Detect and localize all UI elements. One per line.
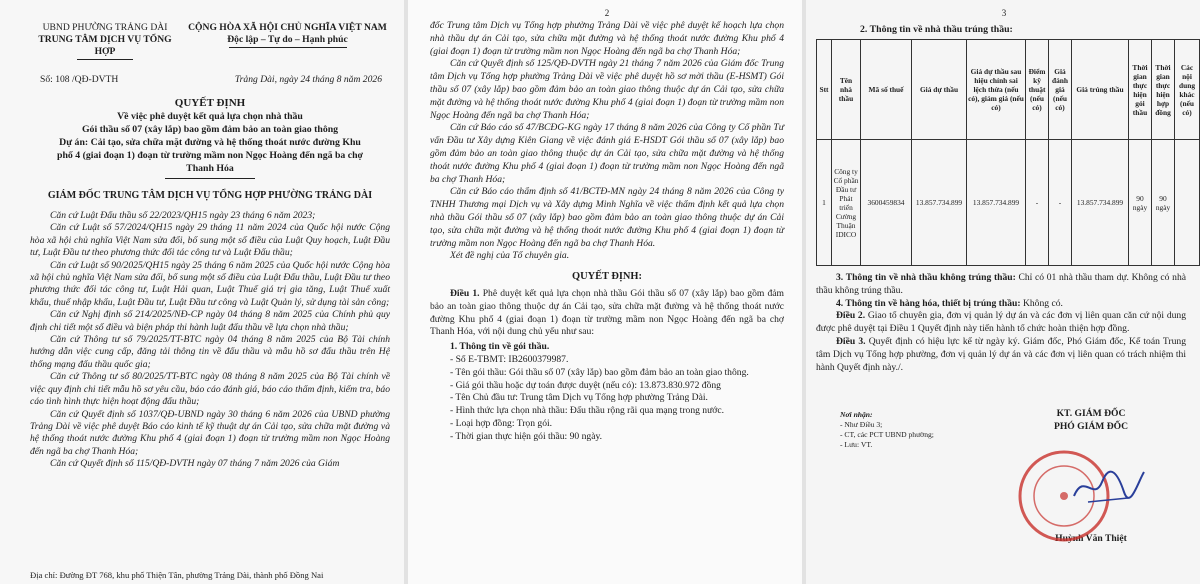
recipients-block <box>840 410 934 450</box>
article-2 <box>816 310 1186 336</box>
legal-basis-continued: đốc Trung tâm Dịch vụ Tổng hợp phường Trảng Dài về việc phê duyệt kế hoạch lựa chọn nhà thầu dự án Cải tạo, sửa chữa mặt đường và hệ thống thoát nước đường Khu phố 4 (giai đoạn 1) đoạn từ trường mầm non Ngọc Hoàng đến ngã ba chợ Thanh Hóa; <box>430 20 784 57</box>
column-header: Thời gian thực hiện gói thầu <box>1129 40 1152 140</box>
bid-info-item: - Số E-TBMT: IB2600379987. <box>450 353 569 365</box>
nation-name: CỘNG HÒA XÃ HỘI CHỦ NGHĨA VIỆT NAM <box>188 22 387 33</box>
winning-bidder-table <box>816 39 1200 266</box>
section-3-text: Chỉ có 01 nhà thầu tham dự. Không có nhà thầu không trúng thầu. <box>816 272 1186 296</box>
proposal: Xét đề nghị của Tổ chuyên gia. <box>450 250 570 262</box>
section-1-heading: 1. Thông tin về gói thầu. <box>450 341 550 353</box>
doc-number: Số: 108 /QĐ-DVTH <box>40 74 119 85</box>
table-cell: 13.857.734.899 <box>912 140 967 266</box>
legal-basis: Căn cứ Báo cáo thẩm định số 41/BCTĐ-MN ngày 24 tháng 8 năm 2026 của Công ty TNHH Thương mại Dịch vụ và Xây dựng Minh Nghĩa về việc thẩm định kết quả lựa chọn nhà thầu Gói thầu số 07 (xây lắp) bao gồm đảm bảo an toàn giao thông thuộc dự án Cải tạo, sửa chữa mặt đường và hệ thống thoát nước đường Khu phố 4 (giai đoạn 1) đoạn từ trường mầm non Ngọc Hoàng đến ngã ba chợ Thanh Hóa. <box>430 186 784 249</box>
motto-underline <box>229 47 347 48</box>
recipient-item: - Lưu: VT. <box>840 440 873 449</box>
section-4 <box>816 298 1186 311</box>
legal-basis: Căn cứ Luật Đấu thầu số 22/2023/QH15 ngày 23 tháng 6 năm 2023; <box>50 210 316 221</box>
decision-heading: QUYẾT ĐỊNH: <box>572 271 642 283</box>
table-cell <box>1175 140 1200 266</box>
document-page-3 <box>806 0 1200 584</box>
column-header: Thời gian thực hiện hợp đồng <box>1152 40 1175 140</box>
bid-info-item: - Tên Chủ đầu tư: Trung tâm Dịch vụ Tổng hợp phường Trảng Dài. <box>450 392 708 404</box>
column-header: Stt <box>817 40 832 140</box>
doc-subtitle-3: Dự án: Cải tạo, sửa chữa mặt đường và hệ thống thoát nước đường Khu phố 4 (giai đoạn 1) đoạn từ trường mầm non Ngọc Hoàng đến ngã ba chợ Thanh Hóa <box>57 137 363 174</box>
bid-info-item: - Hình thức lựa chọn nhà thầu: Đấu thầu rộng rãi qua mạng trong nước. <box>450 405 725 417</box>
legal-basis: Căn cứ Luật số 57/2024/QH15 ngày 29 tháng 11 năm 2024 của Quốc hội nước Cộng hòa xã hội chủ nghĩa Việt Nam sửa đổi, bổ sung một số điều của Luật Quy hoạch, Luật Đầu tư, Luật Đầu tư theo phương thức đối tác công tư và Luật Đấu thầu; <box>30 222 390 259</box>
table-cell: 1 <box>817 140 832 266</box>
doc-meta-row <box>30 74 390 85</box>
legal-basis: Căn cứ Nghị định số 214/2025/NĐ-CP ngày 04 tháng 8 năm 2025 của Chính phủ quy định chi tiết một số điều và biện pháp thi hành luật đấu thầu về lựa chọn nhà thầu; <box>30 309 390 333</box>
table-header-row <box>817 40 1200 140</box>
column-header: Giá dự thầu sau hiệu chỉnh sai lệch thừa (nếu có), giảm giá (nếu có) <box>967 40 1026 140</box>
legal-basis: Căn cứ Luật số 90/2025/QH15 ngày 25 tháng 6 năm 2025 của Quốc hội nước Cộng hòa xã hội chủ nghĩa Việt Nam sửa đổi, bổ sung một số điều của Luật Đấu thầu, Luật Đầu tư theo phương thức đối tác công tư, Luật Hải quan, Luật Thuế giá trị gia tăng, Luật Thuế xuất khẩu, thuế nhập khẩu, Luật Đầu tư, Luật Đầu tư công và Luật Quản lý, sử dụng tài sản công; <box>30 259 390 308</box>
document-page-2 <box>408 0 802 584</box>
agency-name: TRUNG TÂM DỊCH VỤ TỔNG HỢP <box>38 34 172 57</box>
table-cell: - <box>1049 140 1072 266</box>
agency-parent: UBND PHƯỜNG TRẢNG DÀI <box>42 22 168 33</box>
column-header: Mã số thuế <box>861 40 912 140</box>
sign-title-1: KT. GIÁM ĐỐC <box>1056 408 1126 419</box>
doc-subtitle-1: Về việc phê duyệt kết quả lựa chọn nhà thầu <box>117 111 303 122</box>
bid-info-item: - Tên gói thầu: Gói thầu số 07 (xây lắp) bao gồm đảm bảo an toàn giao thông. <box>450 366 749 378</box>
page2-body <box>430 20 784 444</box>
issuing-authority: GIÁM ĐỐC TRUNG TÂM DỊCH VỤ TỔNG HỢP PHƯỜNG TRẢNG DÀI <box>47 190 373 201</box>
title-block <box>30 97 390 179</box>
recipients-label: Nơi nhận: <box>840 410 873 419</box>
section-3-heading: 3. Thông tin về nhà thầu không trúng thầu: <box>836 272 1016 283</box>
legal-basis: Căn cứ Quyết định số 125/QĐ-DVTH ngày 21 tháng 7 năm 2026 của Giám đốc Trung tâm Dịch vụ Tổng hợp phường Trảng Dài về việc phê duyệt hồ sơ mời thầu (E-HSMT) Gói thầu số 07 (xây lắp) bao gồm đảm bảo an toàn giao thông thuộc dự án Cải tạo, sửa chữa mặt đường và hệ thống thoát nước đường Khu phố 4 (giai đoạn 1) đoạn từ trường mầm non Ngọc Hoàng đến ngã ba chợ Thanh Hóa; <box>430 58 784 121</box>
handwritten-signature-icon <box>1068 462 1148 512</box>
article-2-text: Giao tổ chuyên gia, đơn vị quản lý dự án và các đơn vị liên quan căn cứ nội dung được phê duyệt tại Điều 1 Quyết định này tiến hành tổ chức hoàn thiện hợp đồng. <box>816 310 1187 335</box>
article-3-text: Quyết định có hiệu lực kể từ ngày ký. Giám đốc, Phó Giám đốc, Kế toán Trung tâm Dịch vụ Tổng hợp phường, đơn vị quản lý dự án và các đơn vị liên quan có trách nhiệm thi hành Quyết định này./. <box>816 335 1186 373</box>
column-header: Giá đánh giá (nếu có) <box>1049 40 1072 140</box>
column-header: Giá dự thầu <box>912 40 967 140</box>
article-1 <box>430 288 784 339</box>
footer-address: Địa chỉ: Đường ĐT 768, khu phố Thiện Tân, phường Trảng Dài, thành phố Đồng Nai <box>30 570 324 580</box>
bid-info-item: - Loại hợp đồng: Trọn gói. <box>450 417 553 429</box>
article-3-label: Điều 3. <box>836 335 866 347</box>
article-3 <box>816 336 1186 374</box>
motto: Độc lập – Tự do – Hạnh phúc <box>227 34 348 45</box>
section-3 <box>816 272 1186 298</box>
signer-name: Huỳnh Văn Thiệt <box>1055 533 1127 545</box>
table-cell: 13.857.734.899 <box>1072 140 1129 266</box>
column-header: Các nội dung khác (nếu có) <box>1175 40 1200 140</box>
issuing-agency <box>30 22 180 60</box>
page3-body <box>816 272 1192 374</box>
recipient-item: - Như Điều 3; <box>840 420 883 429</box>
legal-basis: Căn cứ Thông tư số 80/2025/TT-BTC ngày 08 tháng 8 năm 2025 của Bộ Tài chính về việc quy định chi tiết mẫu hồ sơ yêu cầu, báo cáo đánh giá, báo cáo thẩm định, kiểm tra, báo cáo tình hình thực hiện hoạt động đấu thầu; <box>30 371 390 408</box>
section-4-text: Không có. <box>1020 297 1063 309</box>
column-header: Giá trúng thầu <box>1072 40 1129 140</box>
document-page-1 <box>0 0 404 584</box>
recipient-item: - CT, các PCT UBND phường; <box>840 430 934 439</box>
article-1-label: Điều 1. <box>450 287 480 299</box>
page-number: 2 <box>604 8 610 18</box>
bid-info-item: - Giá gói thầu hoặc dự toán được duyệt (nếu có): 13.873.830.972 đồng <box>450 379 721 391</box>
table-cell: 90 ngày <box>1152 140 1175 266</box>
place-date: Trảng Dài, ngày 24 tháng 8 năm 2026 <box>234 74 382 85</box>
legal-basis: Căn cứ Quyết định số 1037/QĐ-UBND ngày 30 tháng 6 năm 2026 của UBND phường Trảng Dài về việc phê duyệt Báo cáo kinh tế kỹ thuật dự án Cải tạo, sửa chữa mặt đường và hệ thống thoát nước đường Khu phố 4 (giai đoạn 1) đoạn từ trường mầm non Ngọc Hoàng đến ngã ba chợ Thanh Hóa; <box>30 408 390 457</box>
section-4-heading: 4. Thông tin về hàng hóa, thiết bị trúng thầu: <box>836 297 1021 309</box>
agency-underline <box>77 59 133 60</box>
doc-subtitle-2: Gói thầu số 07 (xây lắp) bao gồm đảm bảo an toàn giao thông <box>81 124 339 135</box>
table-cell: - <box>1026 140 1049 266</box>
section-2-heading: 2. Thông tin về nhà thầu trúng thầu: <box>860 24 1013 35</box>
column-header: Tên nhà thầu <box>832 40 861 140</box>
table-cell: 3600459834 <box>861 140 912 266</box>
sign-title-2: PHÓ GIÁM ĐỐC <box>1053 420 1129 432</box>
table-row <box>817 140 1200 266</box>
title-underline <box>165 178 255 179</box>
table-cell: 13.857.734.899 <box>967 140 1026 266</box>
document-header <box>30 22 390 60</box>
legal-basis: Căn cứ Báo cáo số 47/BCĐG-KG ngày 17 tháng 8 năm 2026 của Công ty Cổ phần Tư vấn Đầu tư Xây dựng Kiên Giang về việc đánh giá E-HSDT Gói thầu số 07 (xây lắp) bao gồm đảm bảo an toàn giao thông thuộc dự án Cải tạo, sửa chữa mặt đường và hệ thống thoát nước đường Khu phố 4 (giai đoạn 1) đoạn từ trường mầm non Ngọc Hoàng đến ngã ba chợ Thanh Hóa; <box>430 122 784 185</box>
table-cell: 90 ngày <box>1129 140 1152 266</box>
page-number: 3 <box>1001 8 1007 18</box>
article-2-label: Điều 2. <box>836 310 866 322</box>
bid-info-item: - Thời gian thực hiện gói thầu: 90 ngày. <box>450 430 603 442</box>
column-header: Điểm kỹ thuật (nếu có) <box>1026 40 1049 140</box>
doc-title: QUYẾT ĐỊNH <box>174 97 246 109</box>
article-1-text: Phê duyệt kết quả lựa chọn nhà thầu Gói thầu số 07 (xây lắp) bao gồm đảm bảo an toàn giao thông thuộc dự án Cải tạo, sửa chữa mặt đường và hệ thống thoát nước đường Khu phố 4 (giai đoạn 1) đoạn từ trường mầm non Ngọc Hoàng đến ngã ba chợ Thanh Hóa, với nội dung chủ yếu như sau: <box>430 287 784 338</box>
legal-basis: Căn cứ Thông tư số 79/2025/TT-BTC ngày 04 tháng 8 năm 2025 của Bộ Tài chính hướng dẫn việc cung cấp, đăng tải thông tin về đấu thầu và mẫu hồ sơ đấu thầu trên Hệ thống mạng đấu thầu quốc gia; <box>30 334 390 370</box>
legal-basis: Căn cứ Quyết định số 115/QĐ-DVTH ngày 07 tháng 7 năm 2026 của Giám <box>50 458 340 470</box>
national-motto <box>185 22 390 60</box>
legal-bases <box>30 210 390 471</box>
table-cell: Công ty Cổ phần Đầu tư Phát triển Cường Thuận IDICO <box>832 140 861 266</box>
